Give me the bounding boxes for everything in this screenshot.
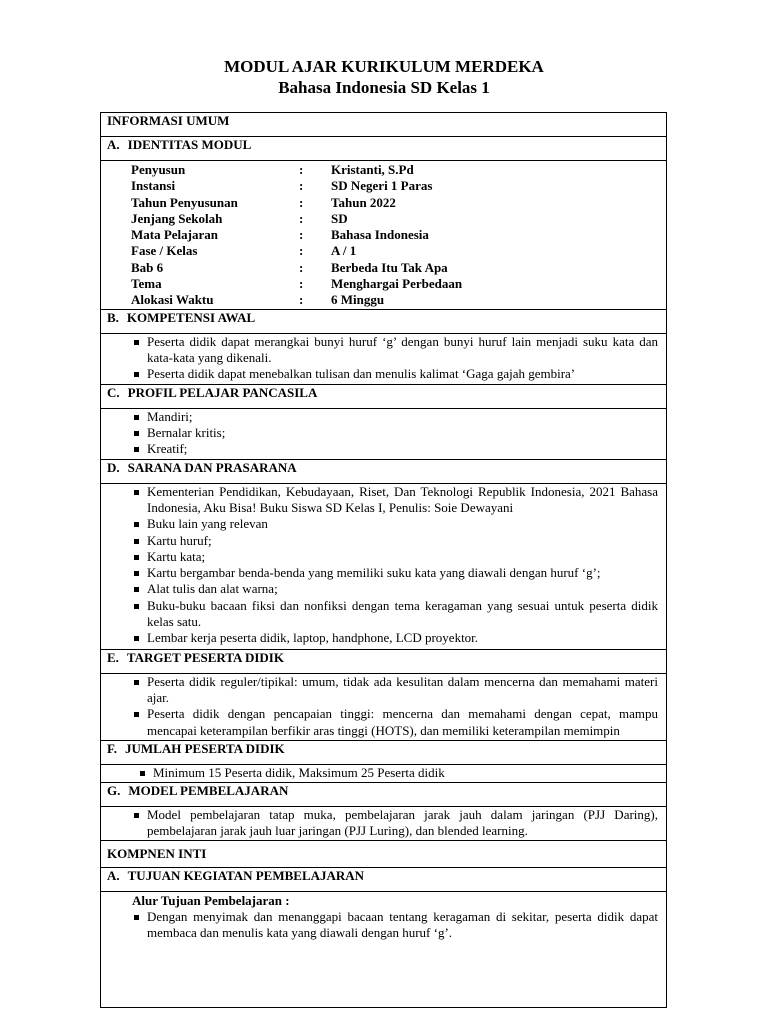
list-item: Kartu huruf; — [147, 533, 658, 549]
jumlah-peserta-header — [101, 740, 667, 764]
identity-value: A / 1 — [331, 243, 357, 259]
identity-table — [131, 162, 462, 309]
identitas-modul-body — [101, 161, 667, 310]
jumlah-peserta-list — [107, 765, 666, 781]
list-item: Alat tulis dan alat warna; — [147, 581, 658, 597]
module-table — [100, 112, 667, 1008]
profil-pelajar-header — [101, 384, 667, 408]
section-letter: C. — [107, 384, 120, 400]
target-peserta-list — [107, 674, 666, 739]
identity-label: Instansi — [131, 178, 176, 194]
profil-pelajar-list — [107, 409, 666, 458]
document-subtitle: Bahasa Indonesia SD Kelas 1 — [278, 78, 490, 97]
target-peserta-header — [101, 649, 667, 673]
identity-value: Berbeda Itu Tak Apa — [331, 259, 448, 275]
jumlah-peserta-body — [101, 764, 667, 782]
section-heading: SARANA DAN PRASARANA — [127, 459, 297, 475]
model-pembelajaran-body — [101, 806, 667, 840]
tujuan-kegiatan-header — [101, 867, 667, 891]
identity-label: Tema — [131, 276, 162, 292]
section-heading: JUMLAH PESERTA DIDIK — [125, 740, 285, 756]
identity-colon: : — [299, 227, 304, 243]
section-letter: B. — [107, 309, 119, 325]
identity-label: Bab 6 — [131, 259, 164, 275]
kompetensi-awal-header — [101, 309, 667, 333]
informasi-umum-header: INFORMASI UMUM — [101, 113, 667, 137]
document-title: MODUL AJAR KURIKULUM MERDEKA — [224, 57, 544, 76]
list-item: Buku lain yang relevan — [147, 516, 658, 532]
identity-value: 6 Minggu — [331, 292, 385, 308]
section-heading: PROFIL PELAJAR PANCASILA — [127, 384, 318, 400]
list-item: Peserta didik dengan pencapaian tinggi: mencerna dan memahami dengan cepat, mampu mencapai keterampilan berfikir aras tinggi (HOTS), dan memiliki keterampilan memimpin — [147, 706, 658, 738]
section-letter: D. — [107, 459, 120, 475]
model-pembelajaran-header — [101, 782, 667, 806]
list-item: Model pembelajaran tatap muka, pembelajaran jarak jauh dalam jaringan (PJJ Daring), pembelajaran jarak jauh luar jaringan (PJJ Luring), dan blended learning. — [147, 806, 658, 838]
section-letter: A. — [107, 137, 120, 152]
identity-row — [131, 162, 462, 178]
kompetensi-awal-list — [107, 334, 666, 383]
identity-label: Tahun Penyusunan — [131, 194, 238, 210]
list-item: Dengan menyimak dan menanggapi bacaan tentang keragaman di sekitar, peserta didik dapat membaca dan menulis kata yang diawali dengan huruf ‘g’. — [147, 908, 658, 941]
alur-tujuan-label: Alur Tujuan Pembelajaran : — [132, 892, 290, 908]
list-item: Lembar kerja peserta didik, laptop, handphone, LCD proyektor. — [147, 630, 658, 646]
section-heading: IDENTITAS MODUL — [127, 137, 252, 152]
identity-colon: : — [299, 210, 304, 226]
list-item: Peserta didik dapat menebalkan tulisan dan menulis kalimat ‘Gaga gajah gembira’ — [147, 366, 658, 382]
identity-colon: : — [299, 243, 304, 259]
tujuan-kegiatan-list — [107, 909, 666, 942]
identity-colon: : — [299, 259, 304, 275]
list-item: Kartu bergambar benda-benda yang memiliki suku kata yang diawali dengan huruf ‘g’; — [147, 565, 658, 581]
section-heading: TARGET PESERTA DIDIK — [126, 649, 284, 665]
identity-row — [131, 243, 462, 259]
list-item: Mandiri; — [147, 409, 658, 425]
list-item: Kementerian Pendidikan, Kebudayaan, Riset, Dan Teknologi Republik Indonesia, 2021 Bahasa Indonesia, Aku Bisa! Buku Siswa SD Kelas I, Penulis: Soie Dewayani — [147, 483, 658, 515]
identity-row — [131, 260, 462, 276]
identity-value: Kristanti, S.Pd — [331, 162, 414, 177]
section-letter: F. — [107, 740, 117, 756]
target-peserta-body — [101, 673, 667, 740]
list-item: Buku-buku bacaan fiksi dan nonfiksi dengan tema keragaman yang sesuai untuk peserta didik kelas satu. — [147, 597, 658, 630]
identity-value: Bahasa Indonesia — [331, 227, 429, 243]
identity-colon: : — [299, 292, 304, 308]
identity-colon: : — [299, 276, 304, 292]
section-heading: MODEL PEMBELAJARAN — [128, 782, 289, 798]
identity-label: Penyusun — [131, 162, 186, 177]
komponen-inti-header: KOMPNEN INTI — [101, 840, 667, 867]
identitas-modul-header — [101, 137, 667, 161]
identity-value: Tahun 2022 — [331, 194, 396, 210]
identity-colon: : — [299, 178, 304, 194]
section-heading: KOMPETENSI AWAL — [126, 309, 256, 325]
identity-row — [131, 276, 462, 292]
identity-row — [131, 292, 462, 308]
list-item: Bernalar kritis; — [147, 425, 658, 441]
list-item: Peserta didik reguler/tipikal: umum, tidak ada kesulitan dalam mencerna dan memahami materi ajar. — [147, 673, 658, 705]
identity-colon: : — [299, 162, 304, 177]
identity-label: Fase / Kelas — [131, 243, 198, 259]
model-pembelajaran-list — [107, 807, 666, 840]
identity-colon: : — [299, 194, 304, 210]
identity-row — [131, 227, 462, 243]
section-letter: E. — [107, 649, 119, 665]
kompetensi-awal-body — [101, 333, 667, 384]
identity-label: Jenjang Sekolah — [131, 210, 223, 226]
list-item: Kreatif; — [147, 441, 658, 457]
identity-value: SD Negeri 1 Paras — [331, 178, 433, 194]
list-item: Minimum 15 Peserta didik, Maksimum 25 Peserta didik — [153, 765, 658, 781]
section-letter: G. — [107, 782, 121, 798]
sarana-prasarana-body — [101, 483, 667, 649]
identity-row — [131, 195, 462, 211]
identity-label: Mata Pelajaran — [131, 227, 219, 243]
profil-pelajar-body — [101, 408, 667, 459]
identity-value: Menghargai Perbedaan — [331, 276, 463, 292]
sarana-prasarana-header — [101, 459, 667, 483]
list-item: Kartu kata; — [147, 549, 658, 565]
section-heading: TUJUAN KEGIATAN PEMBELAJARAN — [127, 867, 365, 883]
identity-row — [131, 211, 462, 227]
identity-value: SD — [331, 210, 348, 226]
section-letter: A. — [107, 867, 120, 883]
sarana-prasarana-list — [107, 484, 666, 647]
identity-label: Alokasi Waktu — [131, 292, 214, 308]
identity-row — [131, 178, 462, 194]
tujuan-kegiatan-body — [101, 891, 667, 1007]
list-item: Peserta didik dapat merangkai bunyi huruf ‘g’ dengan bunyi huruf lain menjadi suku kata dan kata-kata yang dikenali. — [147, 333, 658, 365]
